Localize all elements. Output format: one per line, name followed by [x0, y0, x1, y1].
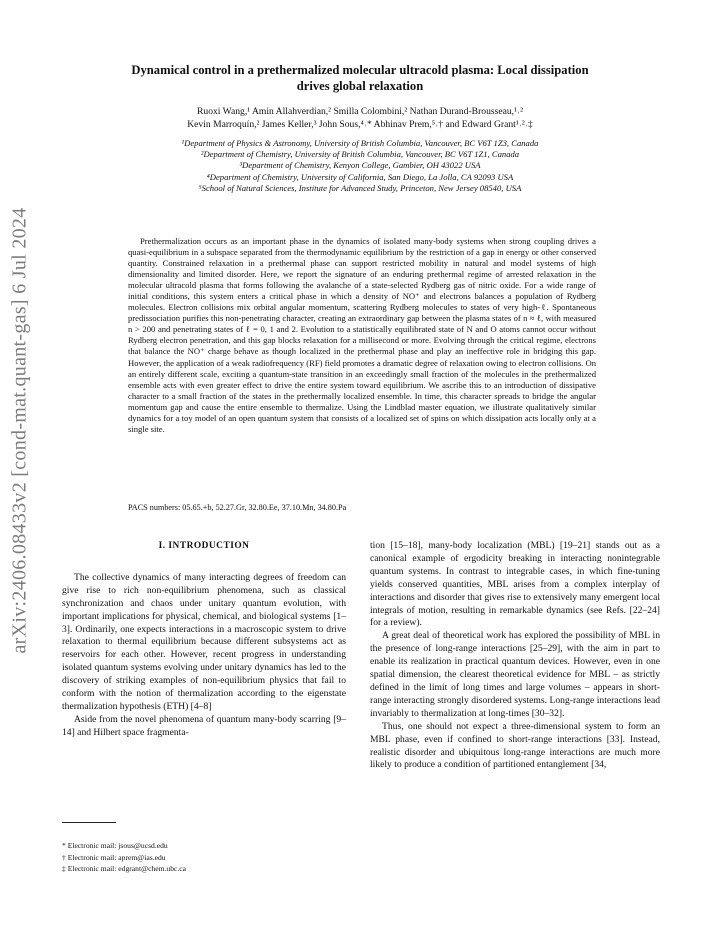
- footnote: † Electronic mail: aprem@ias.edu: [62, 852, 166, 862]
- body-paragraph: The collective dynamics of many interacting degrees of freedom can give rise to rich non-equilibrium phenomena, such as classical synchronization and chaos under unitary quantum evolution, with important implications for physical, chemical, and biological systems [1–3]. Ordinarily, one expects interactions in a macroscopic system to drive relaxation to thermal equilibrium because different subsystems act as reservoirs for each other. However, recent progress in understanding isolated quantum systems evolving under unitary dynamics has led to the discovery of striking examples of non-equilibrium physics that fail to conform with the notion of thermalization according to the eigenstate thermalization hypothesis (ETH) [4–8]: [62, 571, 346, 712]
- body-paragraph: Thus, one should not expect a three-dimensional system to form an MBL phase, even if confined to short-range interactions [33]. Instead, realistic disorder and ubiquitous long-range interactions are much more likely to produce a condition of partitioned entanglement [34,: [370, 720, 660, 771]
- author-line: Ruoxi Wang,¹ Amin Allahverdian,² Smilla Colombini,² Nathan Durand-Brousseau,¹˒²: [197, 106, 523, 117]
- affiliation-list: [70, 138, 650, 194]
- affiliation: ³Department of Chemistry, Kenyon College, Gambier, OH 43022 USA: [239, 160, 481, 171]
- paper-title: [60, 62, 660, 94]
- footnote: ‡ Electronic mail: edgrant@chem.ubc.ca: [62, 864, 187, 873]
- footnote: * Electronic mail: jsous@ucsd.edu: [62, 841, 168, 850]
- body-paragraph: A great deal of theoretical work has explored the possibility of MBL in the presence of long-range interactions [25–29], with the aim in part to enable its realization in practical quantum devices. However, even in one spatial dimension, the clearest theoretical evidence for MBL – as strictly defined in the limit of long times and large volumes – appears in short-range interacting strongly disordered systems. Long-range interactions lead invariably to thermalization at long-times [30–32].: [370, 630, 660, 719]
- pacs-numbers: PACS numbers: 05.65.+b, 52.27.Gr, 32.80.Ee, 37.10.Mn, 34.80.Pa: [128, 503, 347, 512]
- body-paragraph: tion [15–18], many-body localization (MBL) [19–21] stands out as a canonical example of ergodicity breaking in interacting nonintegrable quantum systems. In contrast to integrable cases, in which fine-tuning yields conserved quantities, MBL arises from a complex interplay of interactions and disorder that gives rise to extensively many emergent local integrals of motion, resulting in remarkable dynamics (see Refs. [22–24] for a review).: [370, 540, 660, 629]
- footnotes: [62, 840, 346, 875]
- title-line: Dynamical control in a prethermalized molecular ultracold plasma: Local dissipation: [131, 63, 589, 77]
- affiliation: ¹Department of Physics & Astronomy, University of British Columbia, Vancouver, BC V6T 1Z3, Canada: [181, 138, 539, 148]
- section-heading: I. INTRODUCTION: [158, 541, 250, 551]
- affiliation: ⁵School of Natural Sciences, Institute for Advanced Study, Princeton, New Jersey 08540, USA: [198, 182, 522, 193]
- right-column: [370, 540, 660, 772]
- left-column: [62, 540, 346, 740]
- body-paragraph: Aside from the novel phenomena of quantum many-body scarring [9–14] and Hilbert space fragmenta-: [62, 713, 346, 738]
- affiliation: ⁴Department of Chemistry, University of California, San Diego, La Jolla, CA 92093 USA: [206, 171, 514, 182]
- arxiv-identifier-stamp: arXiv:2406.08433v2 [cond-mat.quant-gas] 6 Jul 2024: [8, 207, 31, 654]
- abstract: Prethermalization occurs as an important phase in the dynamics of isolated many-body systems when strong coupling drives a quasi-equilibrium in a subspace separated from the thermodynamic equilibrium by the restriction of a gap in energy or other conserved quantity. Constrained relaxation in a prethermal phase can support restricted mobility in natural and model systems of high dimensionality and limited disorder. Here, we report the signature of an enduring prethermal regime of arrested relaxation in the molecular ultracold plasma that forms following the avalanche of a state-selected Rydberg gas of nitric oxide. For a wide range of initial conditions, this system enters a critical phase in which a density of NO⁺ and electrons balances a population of Rydberg molecules. Electron collisions mix orbital angular momentum, scattering Rydberg molecules to states of very high-ℓ. Spontaneous predissociation purifies this non-penetrating character, creating an extraordinary gap between the plasma states of n ≈ ℓ, with measured n > 200 and penetrating states of ℓ = 0, 1 and 2. Evolution to a statistically equilibrated state of N and O atoms cannot occur without Rydberg electron penetration, and this gap blocks relaxation for a millisecond or more. Evolving through the critical regime, electrons that balance the NO⁺ charge behave as though localized in the prethermal phase and play an ineffective role in bridging this gap. However, the application of a weak radiofrequency (RF) field promotes a dramatic degree of relaxation owing to electron collisions. On an entirely different scale, exciting a quantum-state transition in an exceedingly small fraction of the molecules in the prethermalized ensemble acts with even greater effect to drive the entire system toward equilibrium. We ascribe this to an introduction of dissipative character to a small fraction of the states in the prethermally localized ensemble. In time, this character spreads to bridge the angular momentum gap and cause the entire ensemble to thermalize. Using the Lindblad master equation, we illustrate qualitatively similar dynamics for a toy model of an open quantum system that consists of a localized set of spins on which dissipation acts locally only at a single site.: [128, 236, 596, 434]
- title-line: drives global relaxation: [296, 79, 424, 93]
- author-list: [70, 106, 650, 131]
- author-line: Kevin Marroquín,² James Keller,³ John Sous,⁴˒* Abhinav Prem,⁵˒† and Edward Grant¹˒²˒‡: [187, 118, 533, 130]
- footnote-divider: [62, 822, 116, 823]
- affiliation: ²Department of Chemistry, University of British Columbia, Vancouver, BC V6T 1Z1, Canada: [200, 149, 520, 160]
